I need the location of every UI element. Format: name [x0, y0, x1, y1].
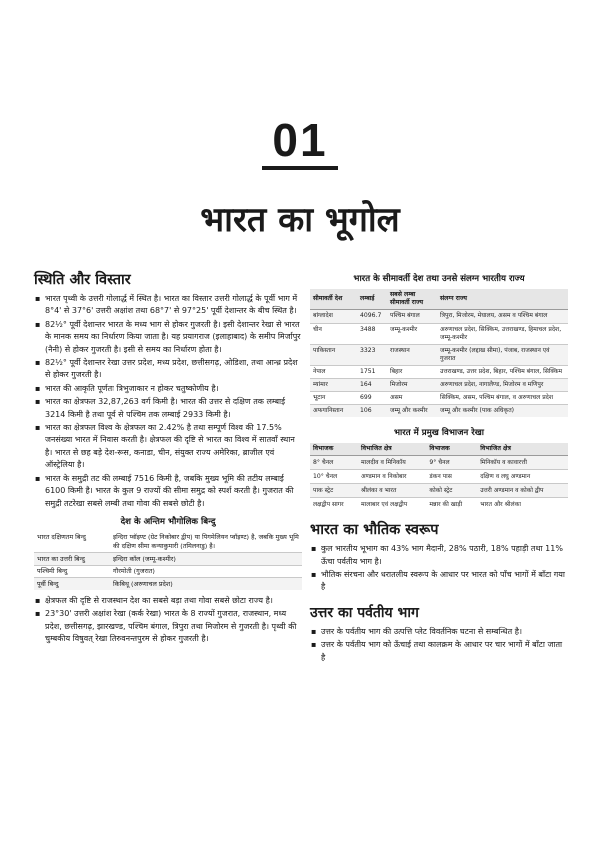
table-cell: दक्षिण व लघु अण्डमान	[477, 470, 568, 484]
table-cell: डंकन पास	[426, 470, 477, 484]
table-cell: मन्नार की खाड़ी	[426, 498, 477, 512]
northern-mountains-bullets	[310, 626, 568, 664]
table-cell: 10° चैनल	[310, 470, 358, 484]
table-cell: मालदीव व मिनिकॉय	[358, 456, 426, 470]
table-cell: 1751	[357, 365, 387, 378]
table-cell: 3488	[357, 323, 387, 344]
column-header: विभाजित क्षेत्र	[477, 443, 568, 456]
border-countries-table	[310, 289, 568, 417]
table-cell: गौरमोती (गुजरात)	[110, 565, 302, 578]
table-cell: भारत और श्रीलंका	[477, 498, 568, 512]
column-header: विभाजित क्षेत्र	[358, 443, 426, 456]
column-header: संलग्न राज्य	[437, 289, 568, 310]
bullet-item: ▪ भारत की आकृति पूर्णतः त्रिभुजाकार न होकर चतुष्कोणीय है।	[34, 383, 302, 395]
lines-table-caption: भारत में प्रमुख विभाजन रेखा	[393, 428, 485, 439]
bullet-item: ▪ भारत का क्षेत्रफल विश्व के क्षेत्रफल का 2.42% है तथा सम्पूर्ण विश्व की 17.5% जनसंख्या भारत में निवास करती है। क्षेत्रफल की दृष्टि से भारत का विश्व में सातवाँ स्थान है। भारत से छह बड़े देश-रूस, कनाडा, चीन, संयुक्त राज्य अमेरिका, ब्राजील एवं ऑस्ट्रेलिया है।	[34, 422, 302, 472]
table-cell: अरुणाचल प्रदेश, सिक्किम, उत्तराखण्ड, हिमाचल प्रदेश, जम्मू-कश्मीर	[437, 323, 568, 344]
bullet-item: ▪ भारत का क्षेत्रफल 32,87,263 वर्ग किमी है। भारत की उत्तर से दक्षिण तक लम्बाई 3214 किमी है तथा पूर्व से पश्चिम तक लम्बाई 2933 किमी है।	[34, 396, 302, 421]
table-row	[310, 392, 568, 405]
border-table-caption: भारत के सीमावर्ती देश तथा उनसे संलग्न भारतीय राज्य	[353, 274, 525, 284]
table-cell: पाकिस्तान	[310, 344, 357, 365]
table-cell: जम्मू-कश्मीर (लद्दाख सीमा), पंजाब, राजस्थान एवं गुजरात	[437, 344, 568, 365]
table-cell: राजस्थान	[387, 344, 437, 365]
table-cell: कोको स्ट्रेट	[426, 484, 477, 498]
table-cell: मिनिकॉय व कावारत्ती	[477, 456, 568, 470]
table-cell: किबिथू (अरुणाचल प्रदेश)	[110, 578, 302, 590]
column-header: विभाजक	[310, 443, 358, 456]
table-cell: बांग्लादेश	[310, 310, 357, 323]
table-cell: त्रिपुरा, मिजोरम, मेघालय, असम व पश्चिम बंगाल	[437, 310, 568, 323]
table-cell: अरुणाचल प्रदेश, नागालैण्ड, मिजोरम व मणिपुर	[437, 378, 568, 391]
table-cell: अफगानिस्तान	[310, 405, 357, 418]
section-heading-physical: भारत का भौतिक स्वरूप	[310, 522, 439, 539]
table-cell: पश्चिमी बिन्दु	[34, 565, 110, 578]
table-cell: मिजोरम	[387, 378, 437, 391]
section-heading-location: स्थिति और विस्तार	[34, 272, 131, 288]
table-row	[310, 498, 568, 512]
table-header-row	[310, 289, 568, 310]
column-header: सीमावर्ती देश	[310, 289, 357, 310]
table-cell: नेपाल	[310, 365, 357, 378]
table-row	[310, 405, 568, 418]
table-cell: भारत दक्षिणतम बिन्दु	[37, 533, 86, 542]
table-cell: 699	[357, 392, 387, 405]
table-cell: 4096.7	[357, 310, 387, 323]
table-row	[34, 578, 302, 590]
table-row	[34, 532, 302, 553]
table-row	[310, 310, 568, 323]
column-header: सबसे लम्बा सीमावर्ती राज्य	[387, 289, 437, 310]
chapter-number: 01	[272, 114, 328, 166]
table-cell: बिहार	[387, 365, 437, 378]
table-cell: सिक्किम, असम, पश्चिम बंगाल, व अरुणाचल प्रदेश	[437, 392, 568, 405]
table-cell: पाक स्ट्रेट	[310, 484, 358, 498]
right-column	[310, 272, 568, 665]
table-cell: उत्तराखण्ड, उत्तर प्रदेश, बिहार, पश्चिम बंगाल, सिक्किम	[437, 365, 568, 378]
table-row	[34, 553, 302, 566]
table-row	[310, 378, 568, 391]
bullet-item: ▪ 82½° पूर्वी देशान्तर रेखा उत्तर प्रदेश, मध्य प्रदेश, छत्तीसगढ़, ओडिशा, तथा आन्ध्र प्रदेश से होकर गुजरती है।	[34, 357, 302, 382]
table-header-row	[310, 443, 568, 456]
bullet-item: ▪ 23°30' उत्तरी अक्षांश रेखा (कर्क रेखा) भारत के 8 राज्यों गुजरात, राजस्थान, मध्य प्रदेश, छत्तीसगढ़, झारखण्ड, पश्चिम बंगाल, त्रिपुरा तथा मिजोरम से गुजरती है। पृथ्वी की चुम्बकीय विषुवत् रेखा तिरुवनन्तपुरम से होकर गुजरती है।	[34, 608, 302, 645]
bullet-item: ▪ 82½° पूर्वी देशान्तर भारत के मध्य भाग से होकर गुजरती है। इसी देशान्तर रेखा से भारत के मानक समय का निर्धारण किया जाता है। यह प्रयागराज (इलाहाबाद) के समीप मिर्जापुर (नैनी) से होकर गुजरती है। इसी से समय का निर्धारण होता है।	[34, 319, 302, 356]
table-row	[310, 344, 568, 365]
table-row	[310, 456, 568, 470]
table-cell: 106	[357, 405, 387, 418]
table-cell: 164	[357, 378, 387, 391]
location-bullets	[34, 293, 302, 510]
section-heading-northern-mountains: उत्तर का पर्वतीय भाग	[310, 604, 419, 621]
table-cell: इन्दिरा प्वॉइण्ट (ग्रेट निकोबार द्वीप) या पिगमेलियन प्वॉइण्ट) है, जबकि मुख्य भूमि की दक्षिण सीमा कन्याकुमारी (तमिलनाडु) है।	[113, 533, 299, 550]
geographic-points-table	[34, 532, 302, 590]
column-header: लम्बाई	[357, 289, 387, 310]
bullet-item: ▪ उत्तर के पर्वतीय भाग की उत्पत्ति प्लेट विवर्तनिक घटना से सम्बन्धित है।	[310, 626, 568, 638]
table-cell: जम्मू और कश्मीर (पाक अधिकृत)	[437, 405, 568, 418]
table-cell: श्रीलंका व भारत	[358, 484, 426, 498]
table-cell: 3323	[357, 344, 387, 365]
table-row	[310, 323, 568, 344]
table-cell: जम्मू और कश्मीर	[387, 405, 437, 418]
table-cell: भूटान	[310, 392, 357, 405]
left-column	[34, 270, 302, 647]
bullet-item: ▪ उत्तर के पर्वतीय भाग को ऊँचाई तथा कालक्रम के आधार पर चार भागों में बाँटा जाता है	[310, 639, 568, 664]
table-row	[310, 470, 568, 484]
area-bullets	[34, 595, 302, 646]
table-cell: अण्डमान व निकोबार	[358, 470, 426, 484]
table-cell: इन्दिरा कॉल (जम्मू-कश्मीर)	[110, 553, 302, 566]
table-cell: चीन	[310, 323, 357, 344]
bullet-item: ▪ भारत पृथ्वी के उत्तरी गोलार्द्ध में स्थित है। भारत का विस्तार उत्तरी गोलार्द्ध के पूर्वी भाग में 8°4' से 37°6' उत्तरी अक्षांश तथा 68°7' से 97°25' पूर्वी देशान्तर के बीच स्थित है।	[34, 293, 302, 318]
bullet-item: ▪ भौतिक संरचना और धरातलीय स्वरूप के आधार पर भारत को पाँच भागों में बाँटा गया है	[310, 569, 568, 594]
table-cell: भारत का उत्तरी बिन्दु	[34, 553, 110, 566]
table-cell: पूर्वी बिन्दु	[34, 578, 110, 590]
column-header: विभाजक	[426, 443, 477, 456]
table-cell: 9° चैनल	[426, 456, 477, 470]
division-lines-table	[310, 443, 568, 511]
points-table-caption: देश के अन्तिम भौगोलिक बिन्दु	[120, 516, 216, 527]
physical-bullets	[310, 543, 568, 594]
bullet-item: ▪ कुल भारतीय भूभाग का 43% भाग मैदानी, 28% पठारी, 18% पहाड़ी तथा 11% ऊँचा पर्वतीय भाग है।	[310, 543, 568, 568]
chapter-number-underline	[262, 166, 338, 170]
table-cell: उत्तरी अण्डमान व कोको द्वीप	[477, 484, 568, 498]
chapter-title: भारत का भूगोल	[200, 200, 400, 240]
table-cell: 8° चैनल	[310, 456, 358, 470]
table-cell: असम	[387, 392, 437, 405]
table-cell: म्यांमार	[310, 378, 357, 391]
table-cell: पश्चिम बंगाल	[387, 310, 437, 323]
table-row	[34, 565, 302, 578]
table-cell: मालाबार एवं लक्षद्वीप	[358, 498, 426, 512]
table-row	[310, 484, 568, 498]
table-row	[310, 365, 568, 378]
bullet-item: ▪ भारत के समुद्री तट की लम्बाई 7516 किमी है, जबकि मुख्य भूमि की तटीय लम्बाई 6100 किमी है। भारत के कुल 9 राज्यों की सीमा समुद्र को स्पर्श करती है। गुजरात की समुद्री तटरेखा सबसे लम्बी तथा गोवा की सबसे छोटी है।	[34, 473, 302, 510]
bullet-item: ▪ क्षेत्रफल की दृष्टि से राजस्थान देश का सबसे बड़ा तथा गोवा सबसे छोटा राज्य है।	[34, 595, 302, 607]
table-cell: लक्षद्वीप सागर	[310, 498, 358, 512]
table-cell: जम्मू-कश्मीर	[387, 323, 437, 344]
